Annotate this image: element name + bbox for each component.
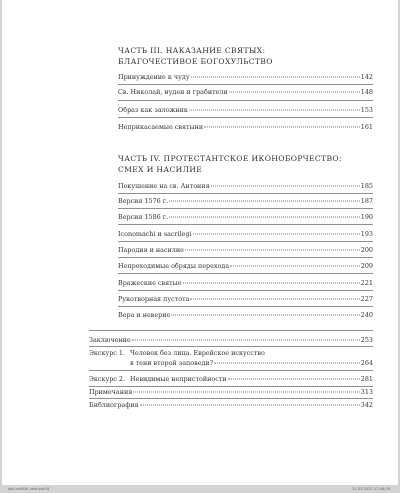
divider — [118, 241, 373, 242]
leader-dots — [183, 283, 360, 284]
toc-entry-label: Покушение на св. Антония — [118, 182, 210, 190]
excursus1-title-line1[interactable]: Человек без лица. Еврейское искусство — [130, 349, 265, 357]
divider — [89, 386, 373, 387]
leader-dots — [171, 315, 360, 316]
toc-entry-label: Св. Николай, иудеи и грабители — [118, 88, 228, 96]
toc-entry-label: Непроходимые обряды перехода — [118, 262, 230, 270]
toc-entry-label: Рукотворная пустота — [118, 295, 190, 303]
divider — [118, 257, 373, 258]
leader-dots — [169, 201, 360, 202]
part3-title-line2: БЛАГОЧЕСТИВОЕ БОГОХУЛЬСТВО — [118, 57, 273, 66]
divider — [118, 273, 373, 274]
divider — [118, 224, 373, 225]
leader-dots — [229, 92, 360, 93]
toc-entry-page: 148 — [360, 88, 373, 96]
toc-entry-label: Вражеские святые — [118, 279, 182, 287]
divider — [118, 84, 373, 85]
leader-dots — [190, 299, 359, 300]
toc-entry-label: Библиография — [89, 401, 139, 409]
section-divider — [89, 330, 373, 331]
toc-entry-page: 281 — [360, 375, 373, 383]
toc-entry-page: 153 — [360, 106, 373, 114]
excursus2-number: Экскурс 2. — [89, 375, 126, 383]
toc-entry[interactable] — [118, 123, 373, 131]
toc-entry-page: 200 — [360, 246, 373, 254]
leader-dots — [133, 392, 360, 393]
toc-entry[interactable] — [118, 279, 373, 287]
toc-entry-label: Вера и неверие — [118, 311, 171, 319]
toc-entry[interactable] — [118, 246, 373, 254]
toc-entry-label: Пародия и насилие — [118, 246, 184, 254]
divider — [89, 398, 373, 399]
toc-entry[interactable] — [118, 213, 373, 221]
toc-entry-label: Образ как заложник — [118, 106, 188, 114]
toc-entry-page: 193 — [360, 230, 373, 238]
leader-dots — [193, 234, 360, 235]
toc-entry-page: 227 — [360, 295, 373, 303]
toc-entry-label: Невидимые непристойности — [130, 375, 227, 383]
toc-entry-page: 209 — [360, 262, 373, 270]
toc-entry-bibliography[interactable] — [89, 401, 373, 409]
toc-entry[interactable] — [118, 88, 373, 96]
toc-entry-excursus2[interactable] — [130, 375, 373, 383]
divider — [118, 117, 373, 118]
toc-entry-page: 342 — [360, 401, 373, 409]
divider — [89, 370, 373, 371]
toc-entry-page: 264 — [360, 359, 373, 367]
toc-entry[interactable] — [118, 73, 373, 81]
toc-entry-page: 161 — [360, 123, 373, 131]
leader-dots — [214, 363, 360, 364]
leader-dots — [204, 127, 360, 128]
part4-title-line1: ЧАСТЬ IV. ПРОТЕСТАНТСКОЕ ИКОНОБОРЧЕСТВО: — [118, 154, 342, 163]
leader-dots — [211, 186, 360, 187]
toc-entry[interactable] — [118, 182, 373, 190]
toc-entry-page: 187 — [360, 197, 373, 205]
leader-dots — [185, 250, 360, 251]
toc-entry-conclusion[interactable] — [89, 336, 373, 344]
leader-dots — [191, 77, 360, 78]
leader-dots — [132, 340, 360, 341]
toc-entry-label: Примечания — [89, 388, 133, 396]
toc-entry-label: Принуждение к чуду — [118, 73, 190, 81]
toc-entry[interactable] — [118, 197, 373, 205]
toc-entry-page: 253 — [360, 336, 373, 344]
toc-entry-page: 190 — [360, 213, 373, 221]
leader-dots — [228, 379, 360, 380]
footer-timestamp: 21.03.2022 17:06:29 — [352, 487, 390, 491]
toc-entry-label: Заключение — [89, 336, 131, 344]
divider — [118, 306, 373, 307]
toc-entry-page: 240 — [360, 311, 373, 319]
part3-title-line1: ЧАСТЬ III. НАКАЗАНИЕ СВЯТЫХ: — [118, 46, 266, 55]
divider — [89, 346, 373, 347]
toc-entry-page: 142 — [360, 73, 373, 81]
leader-dots — [230, 266, 360, 267]
toc-entry-page: 313 — [360, 388, 373, 396]
toc-entry-label: Версия 1576 г. — [118, 197, 169, 205]
excursus1-number: Экскурс 1. — [89, 349, 126, 357]
leader-dots — [140, 405, 360, 406]
toc-entry[interactable] — [118, 311, 373, 319]
toc-entry[interactable] — [118, 106, 373, 114]
toc-entry-label: Версия 1586 г. — [118, 213, 169, 221]
leader-dots — [169, 217, 360, 218]
divider — [118, 290, 373, 291]
divider — [118, 193, 373, 194]
toc-entry[interactable] — [118, 230, 373, 238]
divider — [118, 100, 373, 101]
toc-entry-excursus1[interactable] — [130, 359, 373, 367]
toc-entry-notes[interactable] — [89, 388, 373, 396]
toc-entry-label: Неприкасаемые святыни — [118, 123, 204, 131]
toc-entry[interactable] — [118, 262, 373, 270]
toc-entry-page: 221 — [360, 279, 373, 287]
toc-entry-page: 185 — [360, 182, 373, 190]
toc-entry[interactable] — [118, 295, 373, 303]
footer-filename: idol-vnd4th-new.indd 8 — [8, 487, 50, 491]
toc-entry-label: Iconomachi и sacrilegi — [118, 230, 192, 238]
book-page — [2, 0, 398, 485]
excursus1-title-line2: в тени второй заповеди? — [130, 359, 214, 367]
leader-dots — [189, 110, 360, 111]
divider — [118, 208, 373, 209]
part4-title-line2: СМЕХ И НАСИЛИЕ — [118, 165, 203, 174]
